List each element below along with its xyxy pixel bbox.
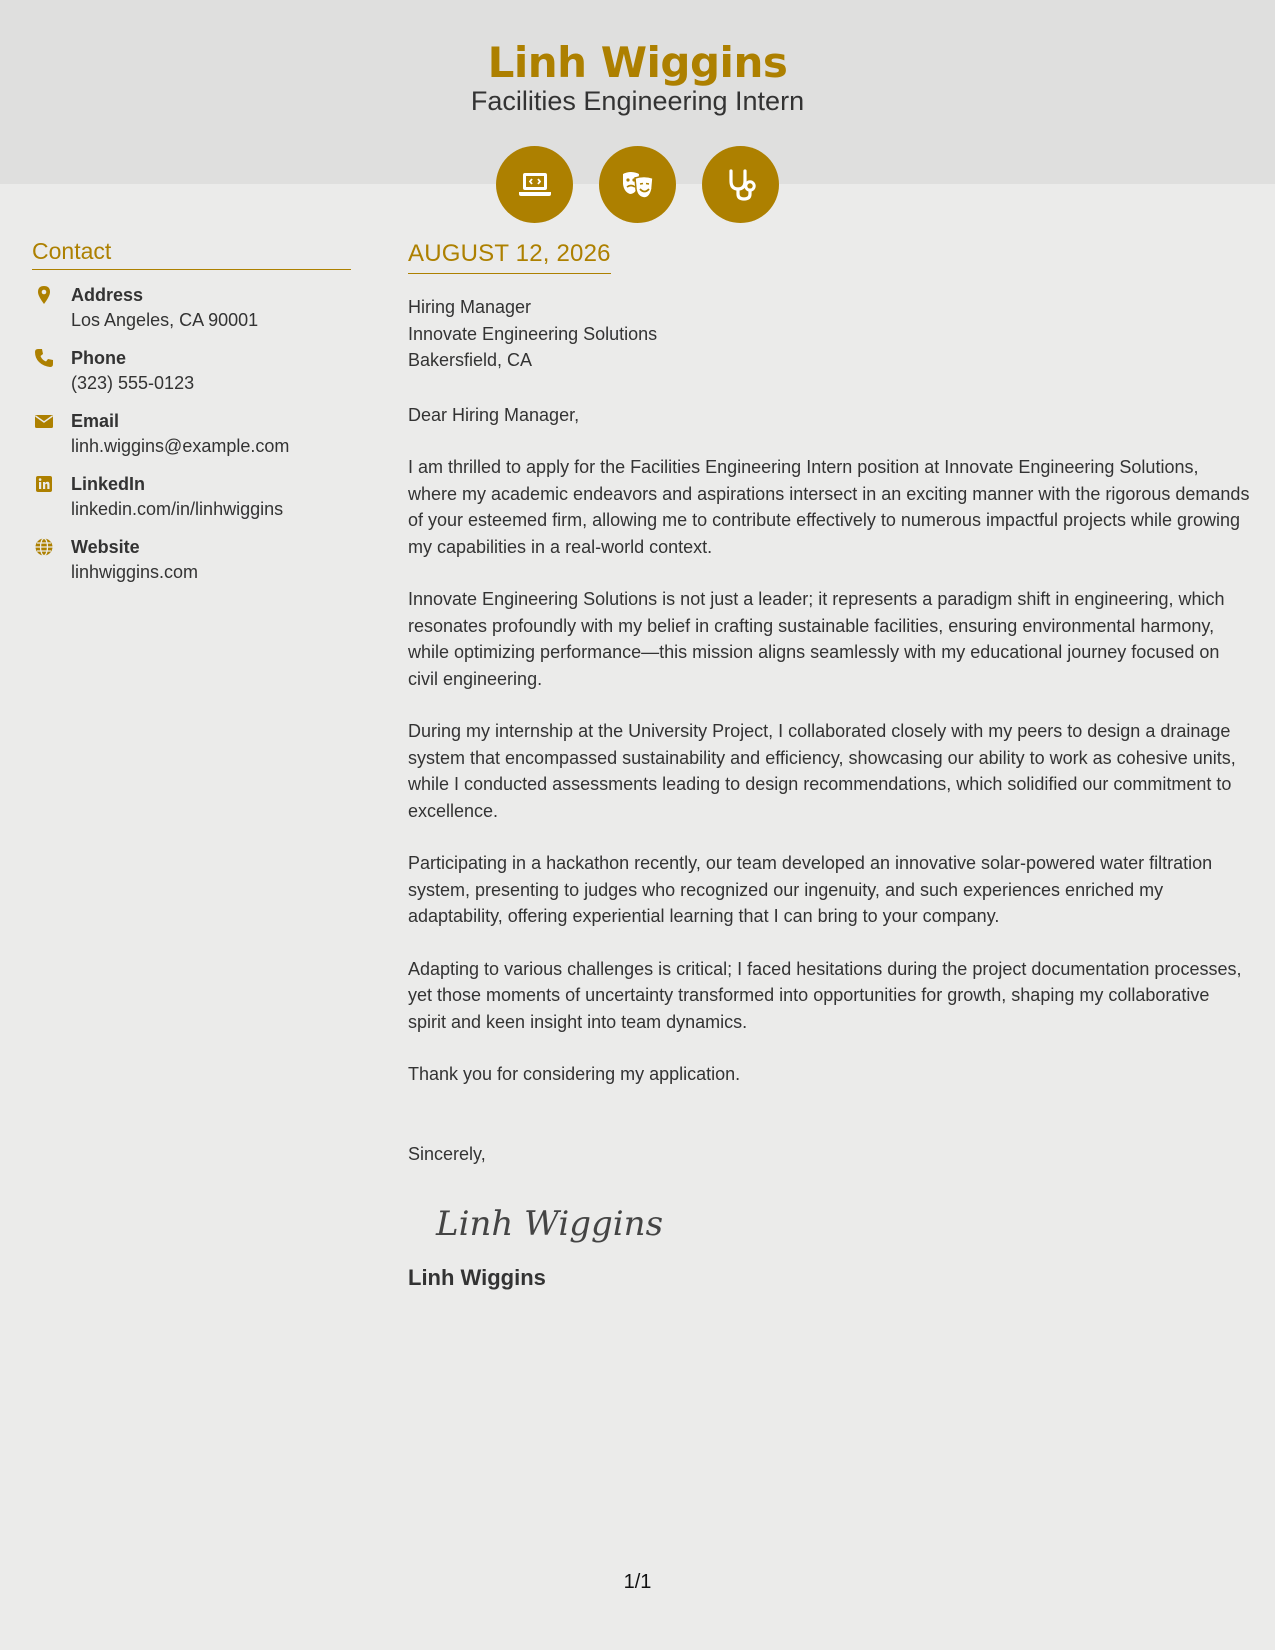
envelope-icon — [34, 411, 54, 431]
contact-value: linkedin.com/in/linhwiggins — [71, 499, 284, 519]
signer-name: Linh Wiggins — [408, 1265, 546, 1290]
letter-date: AUGUST 12, 2026 — [408, 240, 611, 274]
contact-linkedin — [32, 472, 351, 522]
paragraph: Participating in a hackathon recently, our team developed an innovative solar-powered water filtration system, presenting to judges who recognized our ingenuity, and such experiences enriched my adaptability, offering experiential learning that I can bring to your company. — [408, 853, 1213, 926]
contact-heading: Contact — [32, 238, 351, 270]
recipient-line: Bakersfield, CA — [408, 350, 533, 370]
contact-label: Email — [71, 411, 120, 431]
contact-address — [32, 283, 351, 333]
contact-value: (323) 555-0123 — [71, 373, 195, 393]
letter-body — [408, 240, 1250, 1291]
recipient-line: Innovate Engineering Solutions — [408, 323, 658, 344]
applicant-name: Linh Wiggins — [487, 38, 788, 87]
contact-label: Phone — [71, 348, 127, 368]
signature-text: Linh Wiggins — [436, 1204, 664, 1244]
linkedin-icon — [34, 474, 54, 494]
signature — [432, 1193, 1250, 1253]
contact-label: Website — [71, 537, 140, 557]
paragraph: Innovate Engineering Solutions is not just a leader; it represents a paradigm shift in engineering, which resonates profoundly with my belief in crafting sustainable facilities, ensuring environmental harmony, while optimizing performance—this mission aligns seamlessly with my educational journey focused on civil engineering. — [408, 589, 1225, 689]
page-number: 1/1 — [623, 1571, 652, 1593]
contact-sidebar — [32, 238, 351, 585]
job-title: Facilities Engineering Intern — [470, 86, 805, 116]
theater-masks-icon — [599, 146, 676, 223]
contact-value: linhwiggins.com — [71, 562, 199, 582]
phone-icon — [34, 348, 54, 368]
contact-label: LinkedIn — [71, 474, 146, 494]
laptop-code-icon — [496, 146, 573, 223]
paragraph: I am thrilled to apply for the Facilities Engineering Intern position at Innovate Engineering Solutions, where my academic endeavors and aspirations intersect in an exciting manner with the rigorous demands of your esteemed firm, allowing me to contribute effectively to numerous impactful projects while growing my capabilities in a real-world context. — [408, 457, 1250, 557]
contact-value: linh.wiggins@example.com — [71, 436, 290, 456]
paragraph: Thank you for considering my application. — [408, 1064, 741, 1084]
contact-value: Los Angeles, CA 90001 — [71, 310, 259, 330]
recipient-line: Hiring Manager — [408, 297, 532, 317]
globe-icon — [34, 537, 54, 557]
contact-email — [32, 409, 351, 459]
salutation: Dear Hiring Manager, — [408, 404, 580, 425]
map-pin-icon — [34, 285, 54, 305]
closing: Sincerely, — [408, 1143, 486, 1164]
paragraph: Adapting to various challenges is critical; I faced hesitations during the project documentation processes, yet those moments of uncertainty transformed into opportunities for growth, shaping my collaborative spirit and keen insight into team dynamics. — [408, 958, 1242, 1032]
contact-website — [32, 535, 351, 585]
recipient-block — [408, 294, 1250, 374]
contact-label: Address — [71, 285, 144, 305]
contact-phone — [32, 346, 351, 396]
stethoscope-icon — [702, 146, 779, 223]
interest-icons — [496, 146, 779, 223]
paragraph: During my internship at the University Project, I collaborated closely with my peers to design a drainage system that encompassed sustainability and efficiency, showcasing our ability to work as cohesive units, while I conducted assessments leading to design recommendations, which solidified our commitment to excellence. — [408, 721, 1236, 821]
